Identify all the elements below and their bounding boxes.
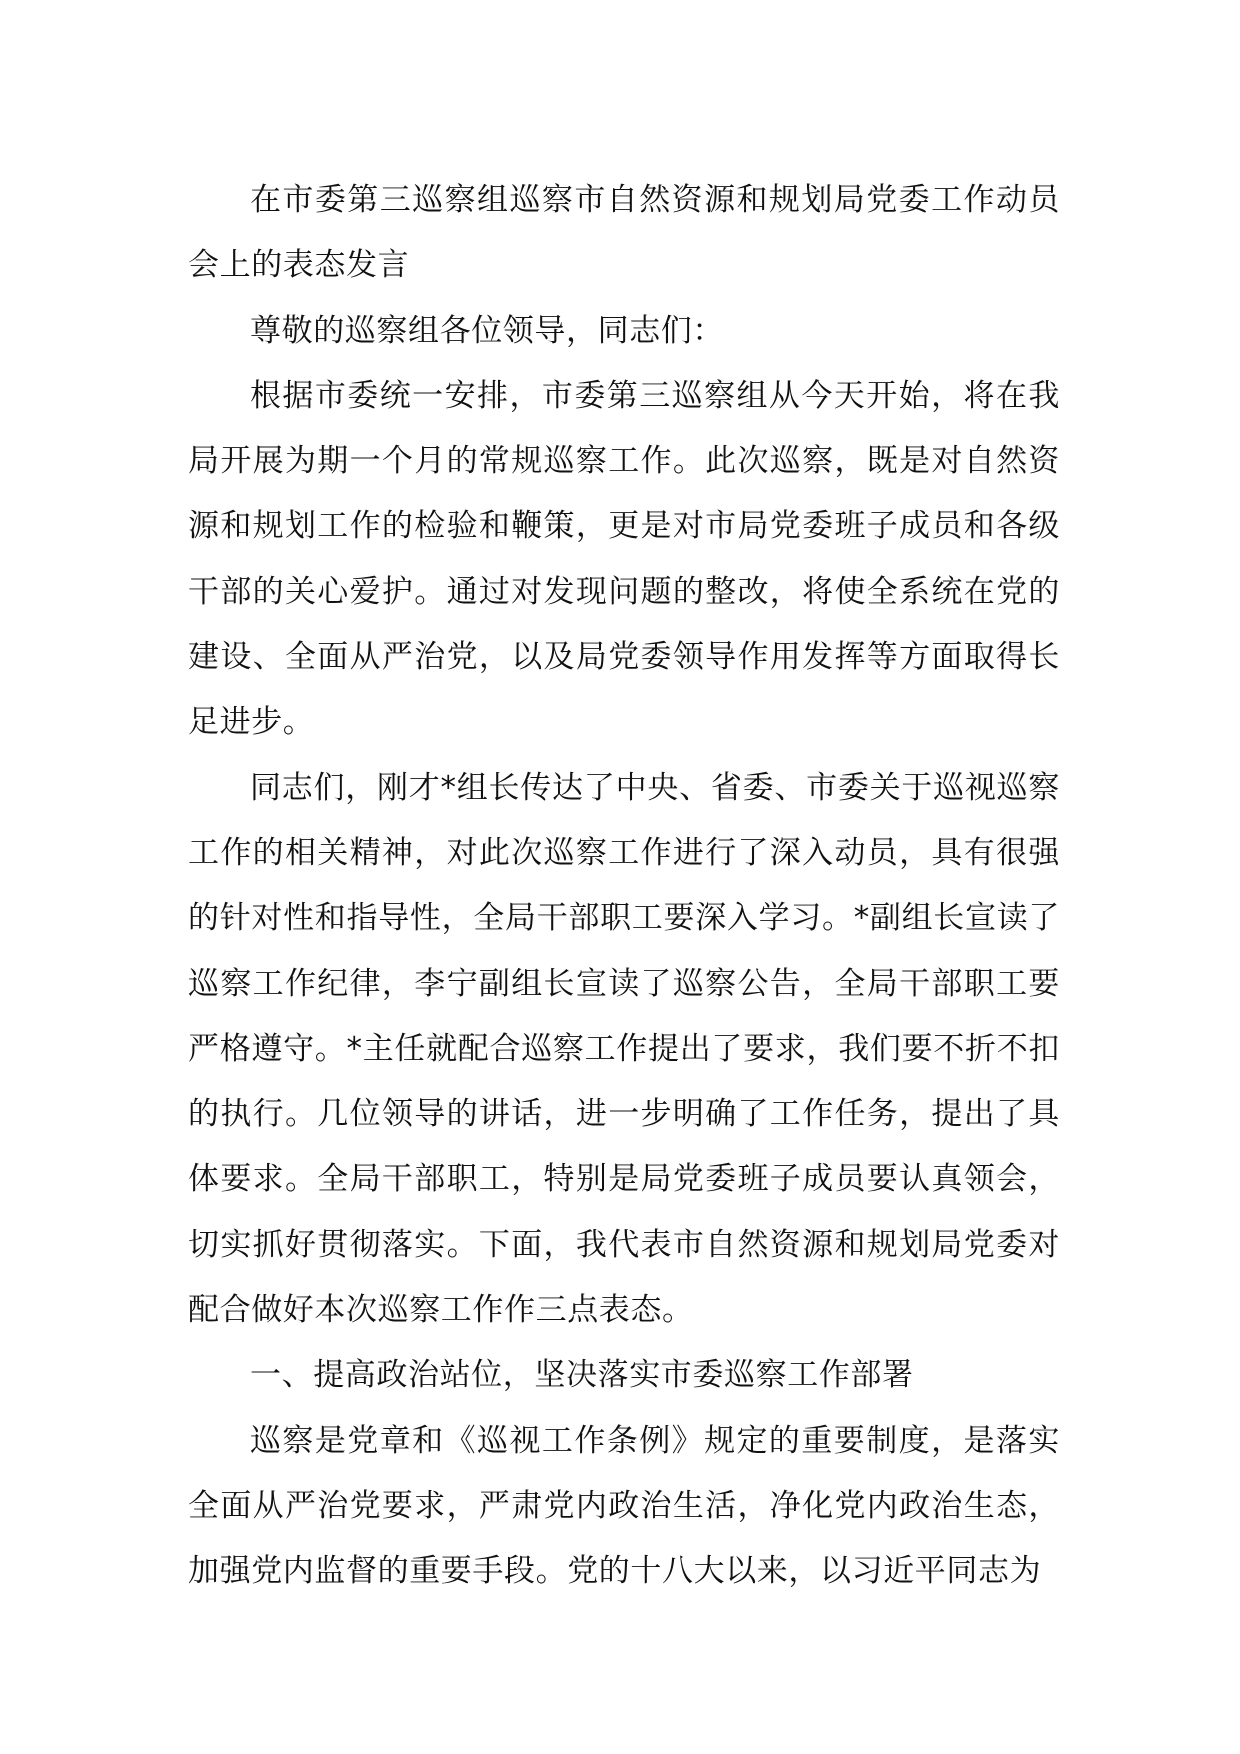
section-paragraph: 巡察是党章和《巡视工作条例》规定的重要制度，是落实全面从严治党要求，严肃党内政治生活，净化党内政治生态，加强党内监督的重要手段。党的十八大以来，以习近平同志为: [188, 1422, 1060, 1590]
salutation: 尊敬的巡察组各位领导，同志们：: [250, 312, 724, 349]
body-paragraph: 同志们，刚才*组长传达了中央、省委、市委关于巡视巡察工作的相关精神，对此次巡察工作进行了深入动员，具有很强的针对性和指导性，全局干部职工要深入学习。*副组长宣读了巡察工作纪律，李宁副组长宣读了巡察公告，全局干部职工要严格遵守。*主任就配合巡察工作提出了要求，我们要不折不扣的执行。几位领导的讲话，进一步明确了工作任务，提出了具体要求。全局干部职工，特别是局党委班子成员要认真领会，切实抓好贯彻落实。下面，我代表市自然资源和规划局党委对配合做好本次巡察工作作三点表态。: [188, 769, 1060, 1329]
document-title: 在市委第三巡察组巡察市自然资源和规划局党委工作动员会上的表态发言: [188, 182, 1060, 284]
body-paragraph: 根据市委统一安排，市委第三巡察组从今天开始，将在我局开展为期一个月的常规巡察工作。此次巡察，既是对自然资源和规划工作的检验和鞭策，更是对市局党委班子成员和各级干部的关心爱护。通过对发现问题的整改，将使全系统在党的建设、全面从严治党，以及局党委领导作用发挥等方面取得长足进步。: [188, 377, 1060, 741]
document-body: [188, 168, 1060, 1605]
section-heading: 一、提高政治站位，坚决落实市委巡察工作部署: [250, 1357, 914, 1394]
